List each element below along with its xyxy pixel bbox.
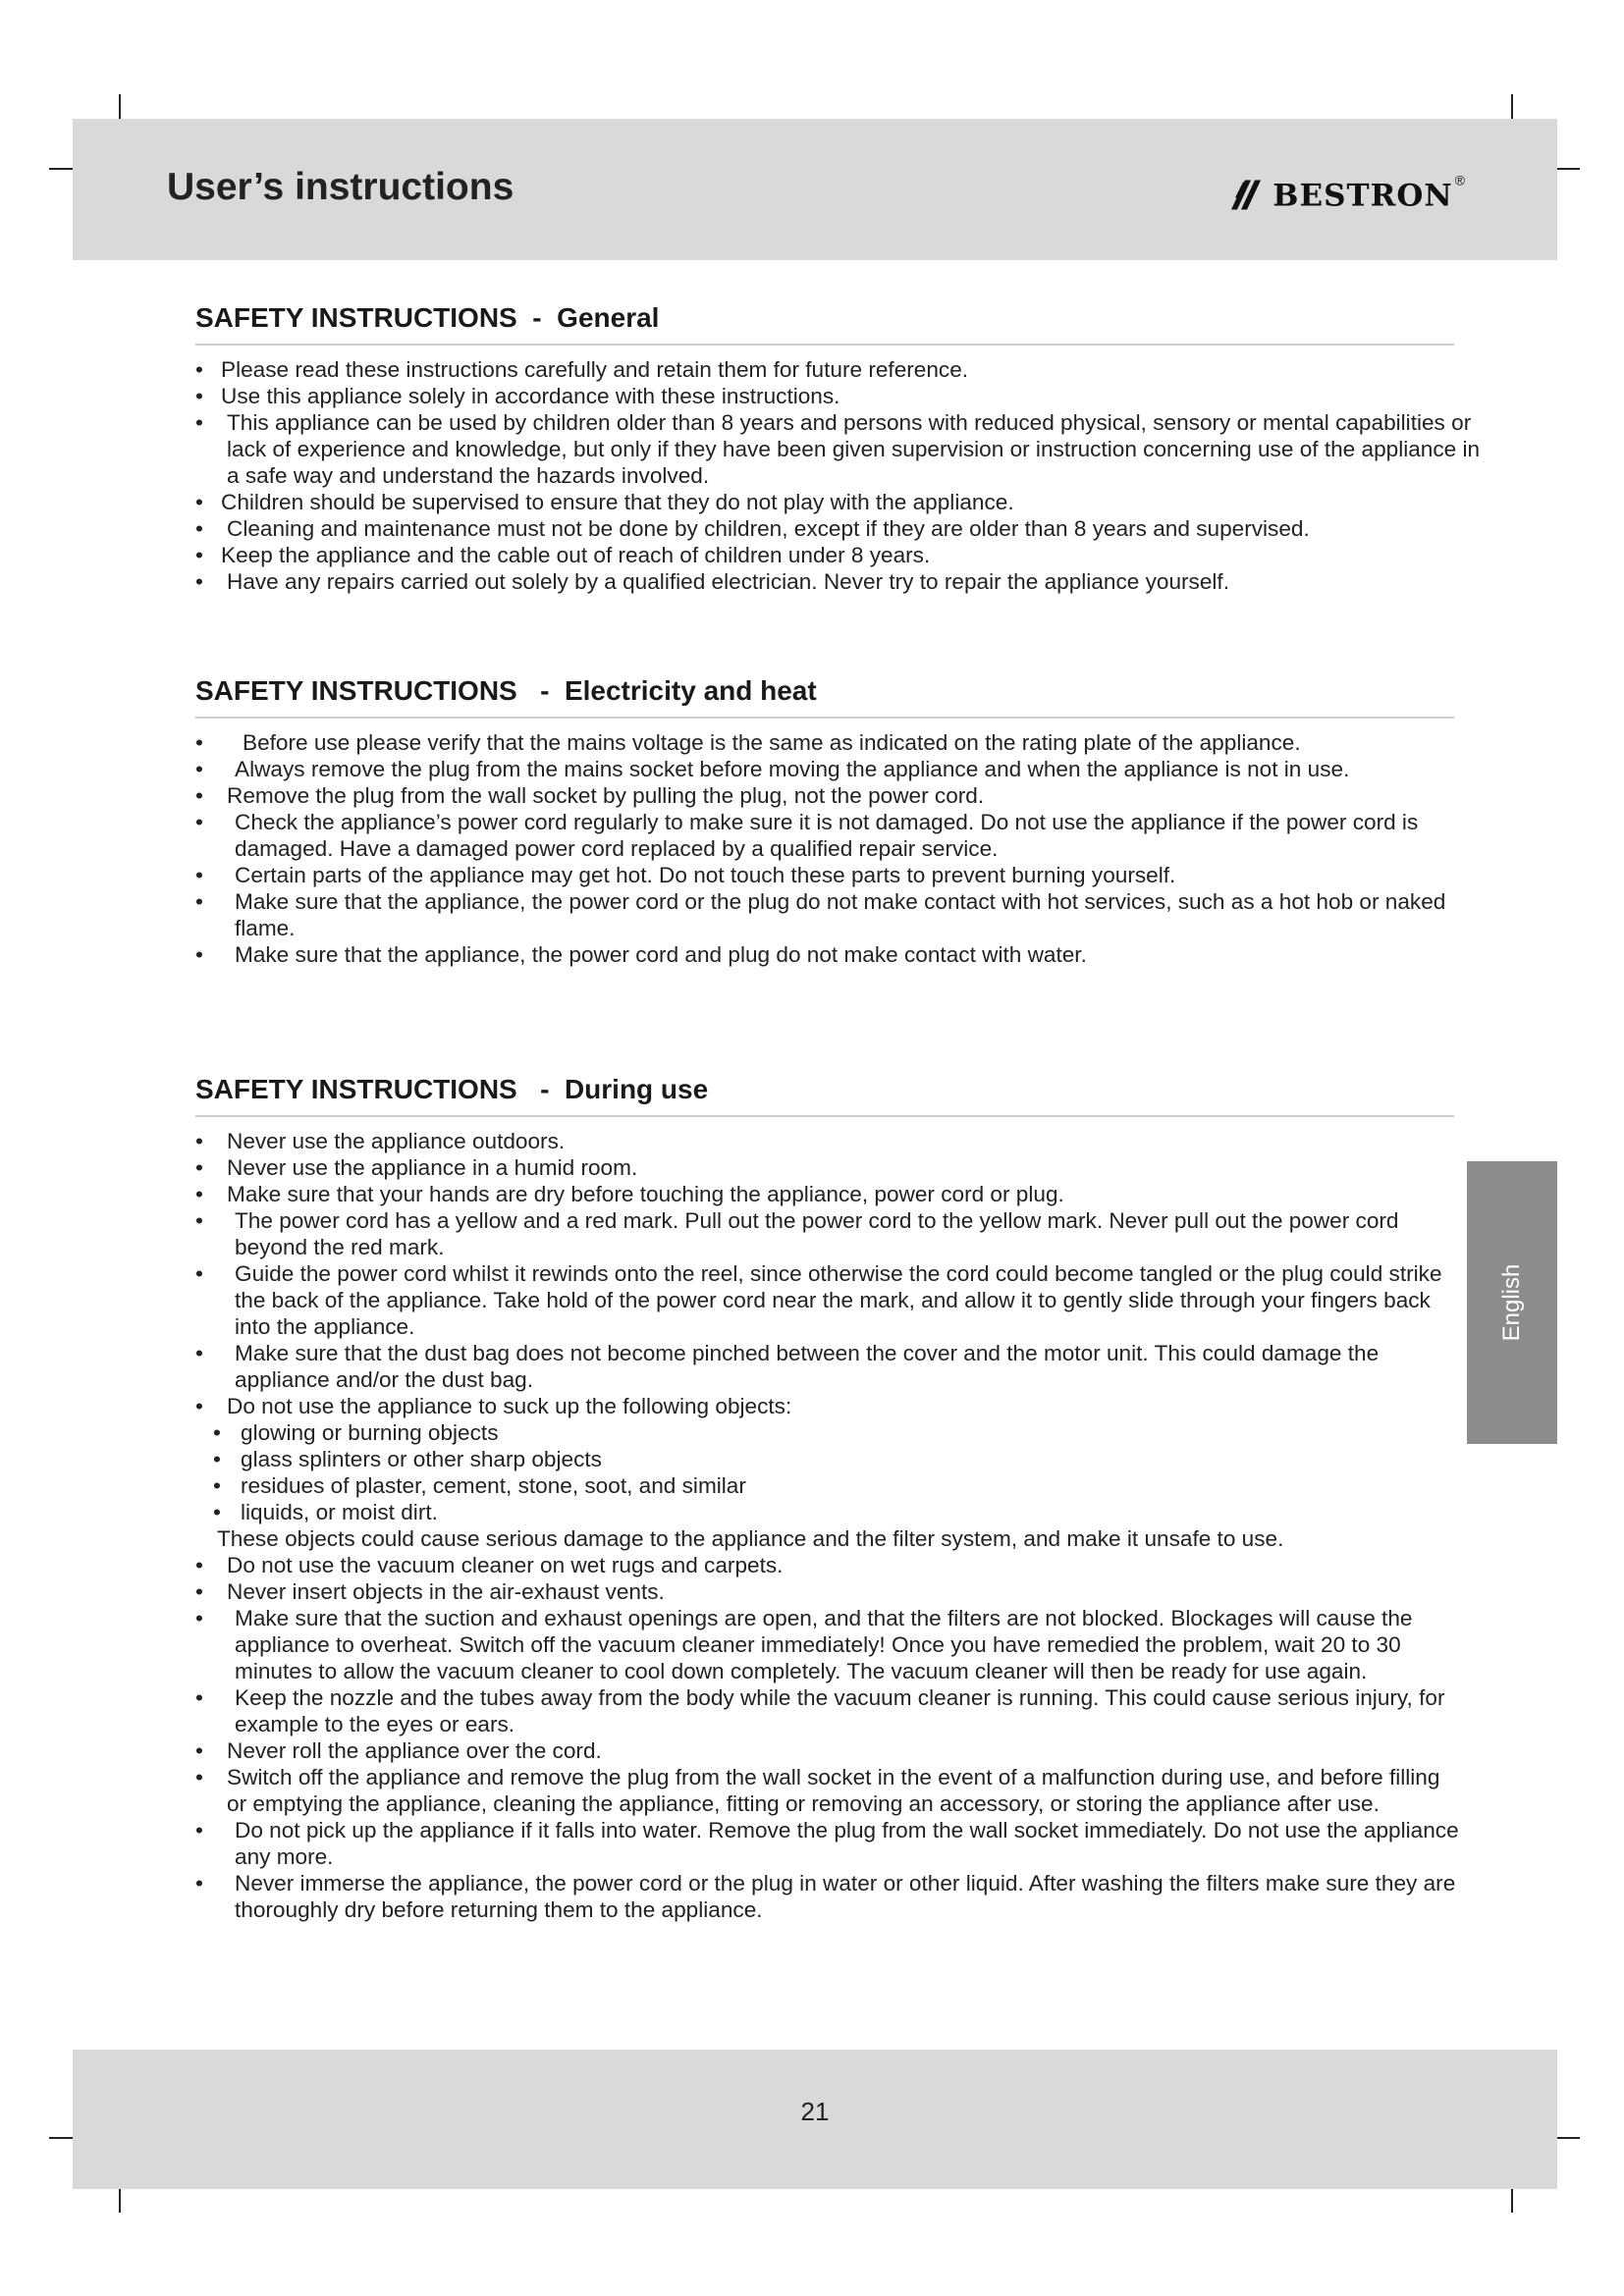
list-item: • Make sure that the appliance, the power cord and plug do not make contact with water. xyxy=(195,942,1087,967)
electricity-list xyxy=(195,729,1482,968)
list-item: • Never roll the appliance over the cord. xyxy=(195,1738,602,1763)
language-tab xyxy=(1467,1161,1557,1444)
registered-mark: ® xyxy=(1454,172,1465,188)
list-item: • Cleaning and maintenance must not be done by children, except if they are older than 8 years and supervised. xyxy=(195,516,1310,541)
list-item: • Please read these instructions carefully and retain them for future reference. xyxy=(195,357,969,382)
list-item: • Never use the appliance outdoors. xyxy=(195,1129,566,1153)
list-item: • Certain parts of the appliance may get hot. Do not touch these parts to prevent burning yourself. xyxy=(195,863,1176,887)
list-item: • Before use please verify that the mains voltage is the same as indicated on the rating plate of the appliance. xyxy=(195,730,1301,755)
list-item: • Have any repairs carried out solely by a qualified electrician. Never try to repair the appliance yourself. xyxy=(195,569,1229,594)
section-heading-electricity: SAFETY INSTRUCTIONS - Electricity and heat xyxy=(195,675,1454,719)
list-item: • Do not use the vacuum cleaner on wet rugs and carpets. xyxy=(195,1553,784,1577)
sub-note: These objects could cause serious damage to the appliance and the filter system, and make it unsafe to use. xyxy=(217,1526,1284,1551)
chevrons-icon xyxy=(1229,172,1265,211)
sub-list-item: • glowing or burning objects xyxy=(213,1420,499,1445)
footer-band xyxy=(73,2050,1557,2189)
list-item: • This appliance can be used by children older than 8 years and persons with reduced physical, sensory or mental capabilities or lack of experience and knowledge, but only if they have been given supervision or instruction concerning use of the appliance in a safe way and understand the hazards involved. xyxy=(195,410,1481,488)
list-item: • Never insert objects in the air-exhaust vents. xyxy=(195,1579,665,1604)
sub-list-item: • residues of plaster, cement, stone, soot, and similar xyxy=(213,1473,746,1498)
sub-list-item: • glass splinters or other sharp objects xyxy=(213,1447,602,1471)
list-item: • Do not pick up the appliance if it falls into water. Remove the plug from the wall socket immediately. Do not use the appliance any more. xyxy=(195,1818,1459,1869)
list-item: • Do not use the appliance to suck up the following objects: xyxy=(195,1394,792,1418)
list-item: • Guide the power cord whilst it rewinds onto the reel, since otherwise the cord could become tangled or the plug could strike the back of the appliance. Take hold of the power cord near the mark, and allow it to gently slide through your fingers back into the appliance. xyxy=(195,1261,1442,1339)
section-heading-during-use: SAFETY INSTRUCTIONS - During use xyxy=(195,1074,1454,1117)
list-item: • Children should be supervised to ensure that they do not play with the appliance. xyxy=(195,490,1014,514)
section-heading-general: SAFETY INSTRUCTIONS - General xyxy=(195,302,1454,346)
list-item: • Switch off the appliance and remove the plug from the wall socket in the event of a malfunction during use, and before filling or emptying the appliance, cleaning the appliance, fitting or removing an accessory, or storing the appliance after use. xyxy=(195,1765,1440,1816)
list-item: • Keep the appliance and the cable out of reach of children under 8 years. xyxy=(195,543,931,567)
header-band xyxy=(73,119,1557,260)
page-title: User’s instructions xyxy=(167,166,514,208)
language-label: English xyxy=(1498,1263,1525,1342)
list-item: • Remove the plug from the wall socket by pulling the plug, not the power cord. xyxy=(195,783,985,808)
sub-list-item: • liquids, or moist dirt. xyxy=(213,1500,438,1524)
list-item: • Check the appliance’s power cord regularly to make sure it is not damaged. Do not use the appliance if the power cord is damaged. Have a damaged power cord replaced by a qualified repair service. xyxy=(195,810,1419,861)
list-item: • Make sure that the appliance, the power cord or the plug do not make contact with hot services, such as a hot hob or naked flame. xyxy=(195,889,1446,940)
list-item: • Never immerse the appliance, the power cord or the plug in water or other liquid. After washing the filters make sure they are thoroughly dry before returning them to the appliance. xyxy=(195,1871,1456,1922)
list-item: • Always remove the plug from the mains socket before moving the appliance and when the appliance is not in use. xyxy=(195,757,1350,781)
page-number: 21 xyxy=(800,2097,830,2126)
list-item: • The power cord has a yellow and a red mark. Pull out the power cord to the yellow mark. Never pull out the power cord beyond the red mark. xyxy=(195,1208,1399,1259)
list-item: • Make sure that the dust bag does not become pinched between the cover and the motor unit. This could damage the appliance and/or the dust bag. xyxy=(195,1341,1380,1392)
list-item: • Make sure that your hands are dry before touching the appliance, power cord or plug. xyxy=(195,1182,1064,1206)
bestron-logo xyxy=(1229,167,1465,217)
during-use-list xyxy=(195,1128,1462,1923)
general-list xyxy=(195,356,1482,595)
list-item: • Make sure that the suction and exhaust openings are open, and that the filters are not blocked. Blockages will cause the appliance to overheat. Switch off the vacuum cleaner immediately! Once you have remedied the problem, wait 20 to 30 minutes to allow the vacuum cleaner to cool down completely. The vacuum cleaner will then be ready for use again. xyxy=(195,1606,1413,1683)
list-item: • Keep the nozzle and the tubes away from the body while the vacuum cleaner is running. This could cause serious injury, for example to the eyes or ears. xyxy=(195,1685,1445,1736)
brand-name: bestron xyxy=(1272,166,1453,217)
list-item: • Use this appliance solely in accordance with these instructions. xyxy=(195,384,840,408)
list-item: • Never use the appliance in a humid room. xyxy=(195,1155,638,1180)
